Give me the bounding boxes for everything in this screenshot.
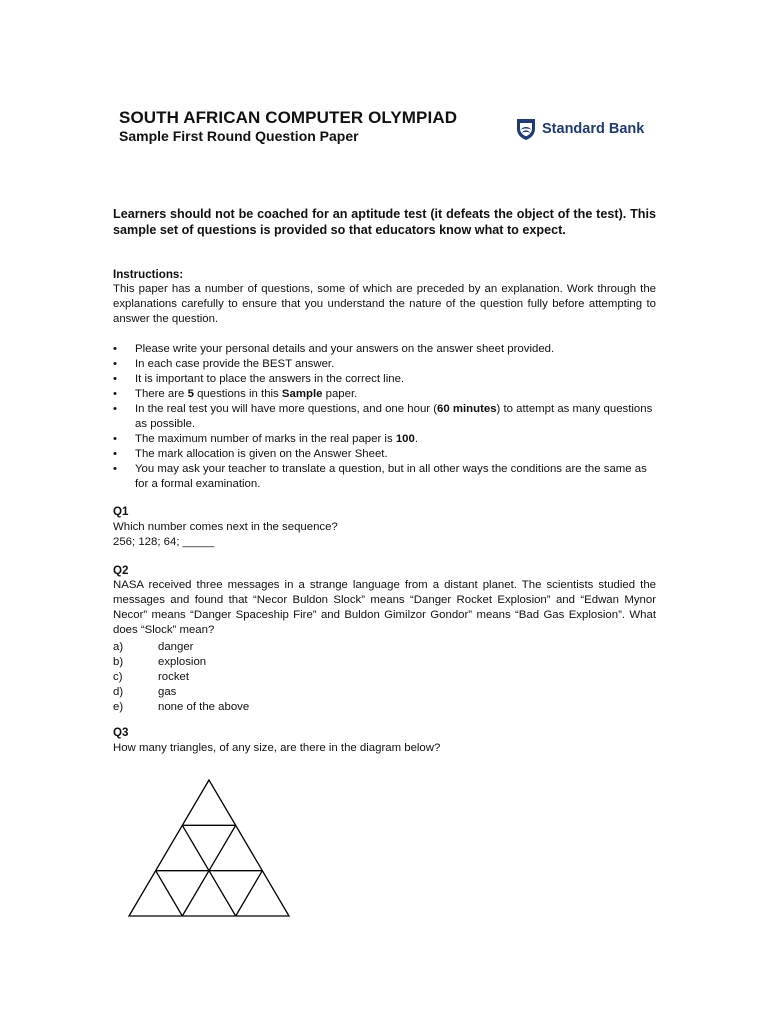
list-item: c) rocket	[113, 671, 190, 683]
list-item: d) gas	[113, 686, 177, 698]
logo-text: Standard Bank	[542, 121, 645, 137]
list-item: • It is important to place the answers in the correct line.	[113, 372, 656, 387]
answer-options-q2	[113, 640, 249, 715]
triangle-diagram	[128, 778, 294, 920]
list-item: • Please write your personal details and your answers on the answer sheet provided.	[113, 342, 656, 357]
question-text-q3: How many triangles, of any size, are there in the diagram below?	[113, 742, 441, 754]
page-title: SOUTH AFRICAN COMPUTER OLYMPIAD	[119, 108, 458, 127]
lead-paragraph: Learners should not be coached for an aptitude test (it defeats the object of the test). This sample set of questions is provided so that educators know what to expect.	[113, 207, 656, 237]
question-text-q2: NASA received three messages in a strange language from a distant planet. The scientists studied the messages and found that “Necor Buldon Slock” means “Danger Rocket Explosion” and “Edwan Mynor Necor” means “Danger Spaceship Fire” and Buldon Gimilzor Gondor” means “Bad Gas Explosion”. What does “Slock” mean?	[113, 579, 656, 636]
instructions-paragraph: This paper has a number of questions, some of which are preceded by an explanation. Work through the explanations carefully to ensure that you understand the nature of the question fully before attempting to answer the question.	[113, 283, 656, 325]
list-item: • In each case provide the BEST answer.	[113, 357, 656, 372]
question-label-q1: Q1	[113, 505, 129, 518]
diagonal-line	[156, 871, 183, 916]
list-item: • The maximum number of marks in the real paper is 100.	[113, 432, 656, 447]
list-item: e) none of the above	[113, 701, 250, 713]
list-item: a) danger	[113, 641, 194, 653]
list-item: • You may ask your teacher to translate a question, but in all other ways the conditions are the same as for a formal examination.	[113, 462, 656, 492]
standard-bank-logo	[515, 117, 644, 141]
page-subtitle: Sample First Round Question Paper	[119, 128, 359, 144]
instructions-list	[113, 342, 656, 492]
list-item: b) explosion	[113, 656, 207, 668]
list-item: • In the real test you will have more questions, and one hour (60 minutes) to attempt as many questions as possible.	[113, 402, 656, 432]
diagonal-line	[236, 871, 263, 916]
question-label-q2: Q2	[113, 564, 129, 577]
question-label-q3: Q3	[113, 726, 129, 739]
instructions-heading: Instructions:	[113, 268, 184, 281]
question-text-q1: Which number comes next in the sequence? 256; 128; 64; _____	[113, 521, 338, 548]
shield-logo-icon	[515, 117, 537, 141]
list-item: • There are 5 questions in this Sample paper.	[113, 387, 656, 402]
list-item: • The mark allocation is given on the Answer Sheet.	[113, 447, 656, 462]
outer-triangle	[129, 780, 289, 916]
